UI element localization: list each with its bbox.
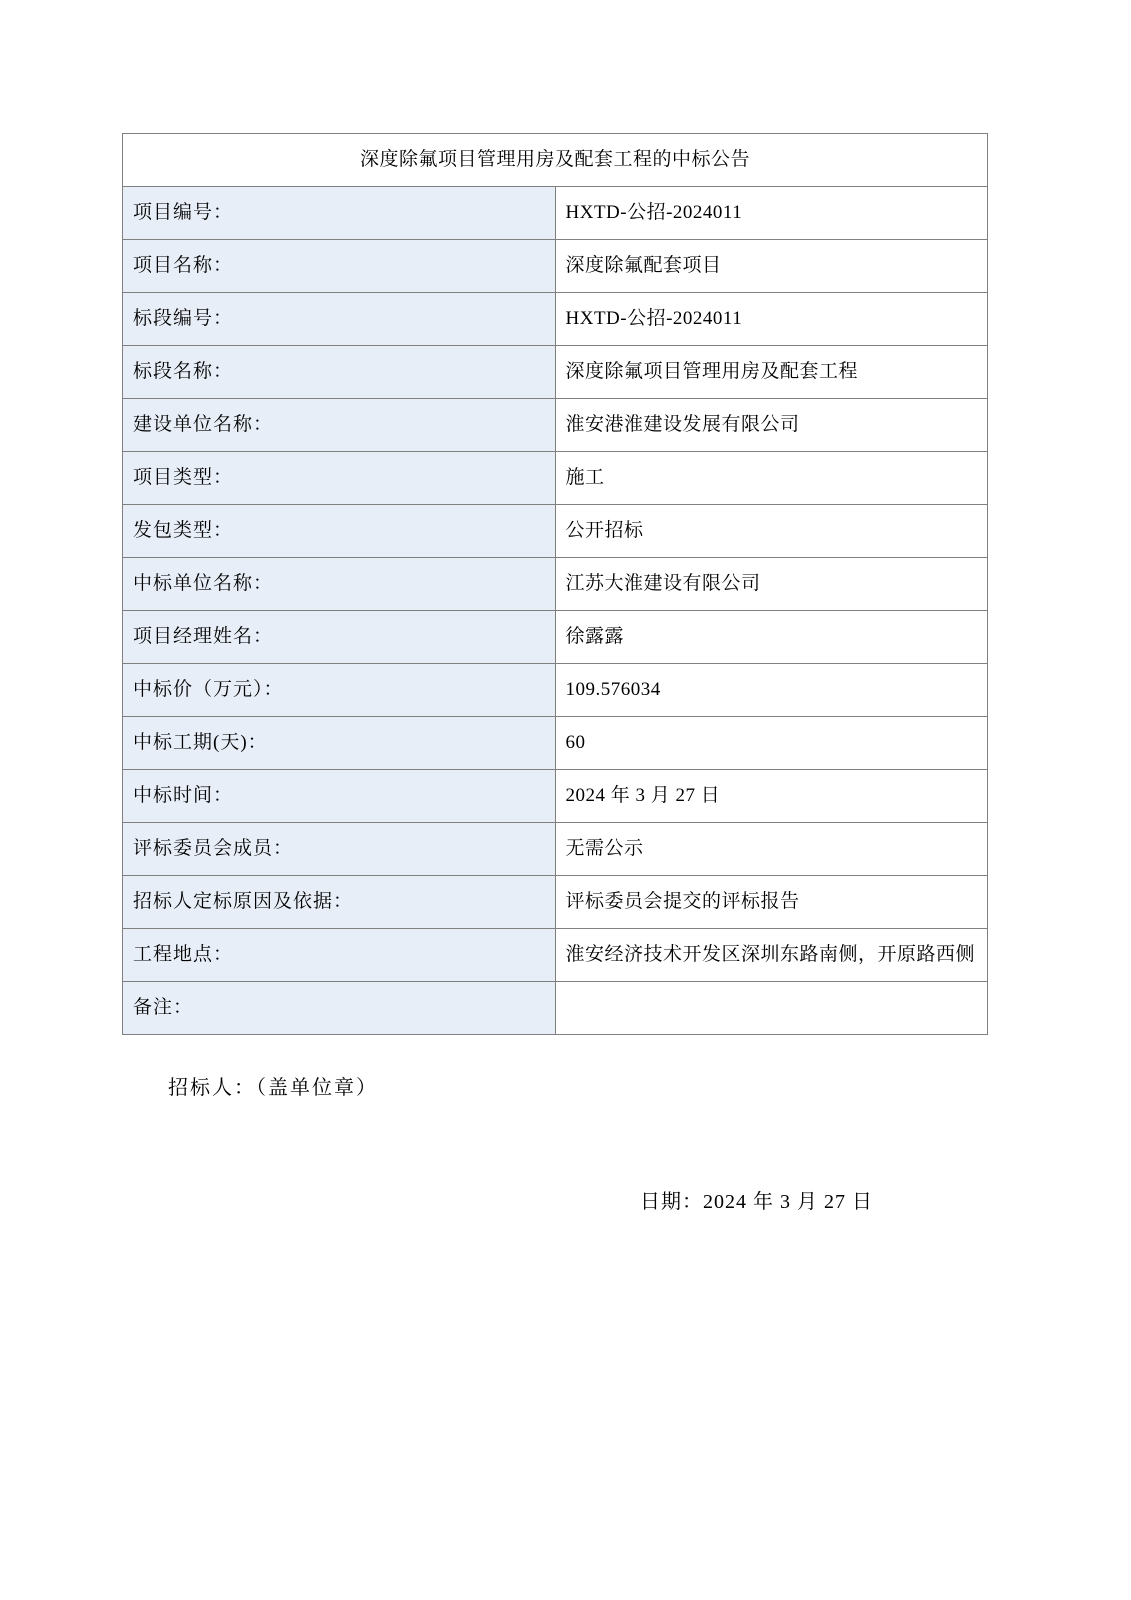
- row-label: 标段名称：: [123, 346, 556, 399]
- row-value: 淮安港淮建设发展有限公司: [555, 399, 988, 452]
- row-value: 徐露露: [555, 611, 988, 664]
- table-row: [123, 558, 988, 611]
- row-value: 深度除氟配套项目: [555, 240, 988, 293]
- table-row: [123, 240, 988, 293]
- table-row: [123, 611, 988, 664]
- row-value: [555, 982, 988, 1035]
- signature-line: 招标人：（盖单位章）: [168, 1077, 378, 1099]
- row-value: HXTD-公招-2024011: [555, 187, 988, 240]
- table-row: [123, 187, 988, 240]
- row-value: 109.576034: [555, 664, 988, 717]
- row-value: 淮安经济技术开发区深圳东路南侧，开原路西侧: [555, 929, 988, 982]
- row-label: 中标价（万元）：: [123, 664, 556, 717]
- row-label: 备注：: [123, 982, 556, 1035]
- table-row: [123, 452, 988, 505]
- table-row: [123, 823, 988, 876]
- table-body: [123, 134, 988, 1035]
- row-value: 施工: [555, 452, 988, 505]
- row-value: HXTD-公招-2024011: [555, 293, 988, 346]
- row-label: 工程地点：: [123, 929, 556, 982]
- table-row: [123, 876, 988, 929]
- row-label: 中标单位名称：: [123, 558, 556, 611]
- table-row: [123, 717, 988, 770]
- row-label: 项目编号：: [123, 187, 556, 240]
- page-title: 深度除氟项目管理用房及配套工程的中标公告: [123, 134, 988, 187]
- row-label: 项目经理姓名：: [123, 611, 556, 664]
- row-label: 中标工期(天)：: [123, 717, 556, 770]
- row-label: 中标时间：: [123, 770, 556, 823]
- table-row: [123, 664, 988, 717]
- table-row: [123, 346, 988, 399]
- row-value: 2024 年 3 月 27 日: [555, 770, 988, 823]
- table-row: [123, 982, 988, 1035]
- row-label: 标段编号：: [123, 293, 556, 346]
- row-value: 无需公示: [555, 823, 988, 876]
- announcement-table: [122, 133, 988, 1035]
- date-line: 日期：2024 年 3 月 27 日: [640, 1191, 873, 1213]
- table-row: [123, 399, 988, 452]
- table-title-row: [123, 134, 988, 187]
- row-label: 评标委员会成员：: [123, 823, 556, 876]
- table-row: [123, 293, 988, 346]
- row-label: 项目名称：: [123, 240, 556, 293]
- table-row: [123, 929, 988, 982]
- row-label: 建设单位名称：: [123, 399, 556, 452]
- row-label: 项目类型：: [123, 452, 556, 505]
- table-row: [123, 505, 988, 558]
- row-label: 发包类型：: [123, 505, 556, 558]
- row-value: 评标委员会提交的评标报告: [555, 876, 988, 929]
- row-value: 60: [555, 717, 988, 770]
- row-value: 公开招标: [555, 505, 988, 558]
- row-value: 江苏大淮建设有限公司: [555, 558, 988, 611]
- table-row: [123, 770, 988, 823]
- row-value: 深度除氟项目管理用房及配套工程: [555, 346, 988, 399]
- row-label: 招标人定标原因及依据：: [123, 876, 556, 929]
